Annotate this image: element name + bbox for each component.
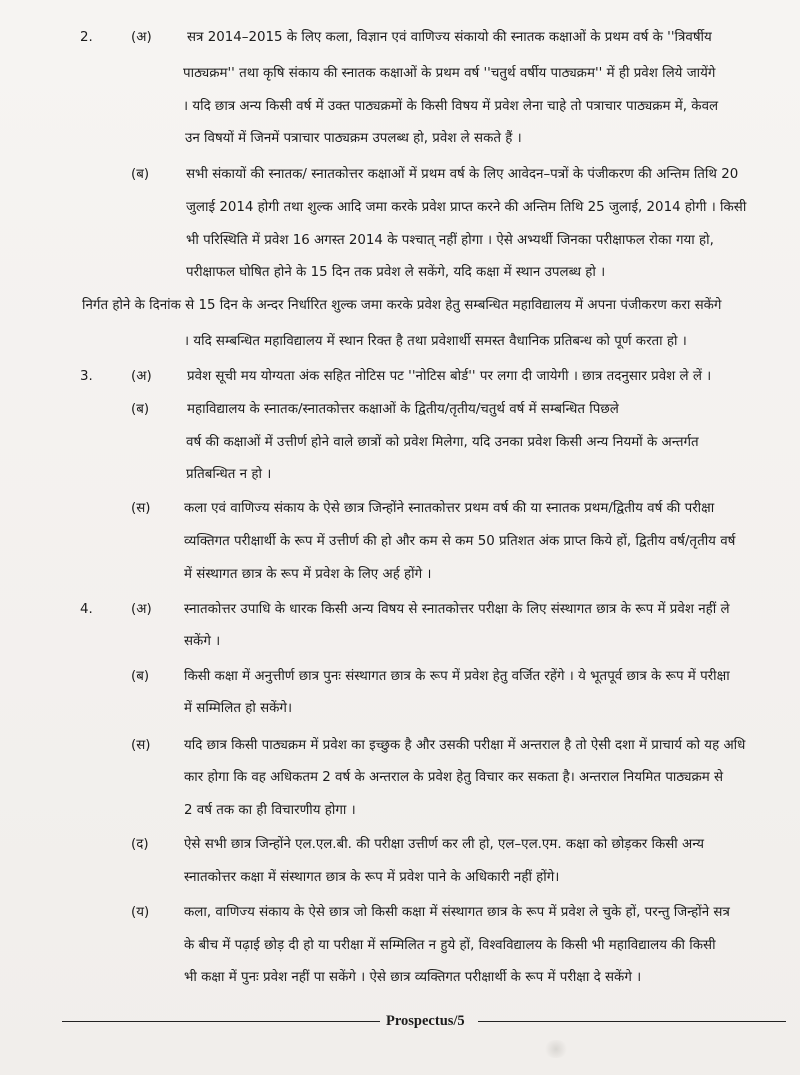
text-line: स्नातकोत्तर कक्षा में संस्थागत छात्र के रूप में प्रवेश पाने के अधिकारी नहीं होंगे। (184, 870, 560, 885)
text-line: वर्ष की कक्षाओं में उत्तीर्ण होने वाले छात्रों को प्रवेश मिलेगा, यदि उनका प्रवेश किसी अन्य नियमों के अन्तर्गत (186, 435, 699, 450)
text-line: उन विषयों में जिनमें पत्राचार पाठ्यक्रम उपलब्ध हो, प्रवेश ले सकते हैं । (185, 131, 522, 146)
item-number: 2. (80, 30, 93, 45)
item-marker: (ब) (131, 402, 150, 417)
text-line: 2 वर्ष तक का ही विचारणीय होगा । (184, 803, 356, 818)
text-line: प्रतिबन्धित न हो । (186, 467, 272, 482)
text-line: के बीच में पढ़ाई छोड़ दी हो या परीक्षा में सम्मिलित न हुये हों, विश्वविद्यालय के किसी भी महाविद्यालय की किसी (184, 938, 716, 953)
text-line: सत्र 2014–2015 के लिए कला, विज्ञान एवं वाणिज्य संकायो की स्नातक कक्षाओं के प्रथम वर्ष के ''त्रिवर्षीय (187, 30, 712, 45)
item-marker: (य) (131, 905, 150, 920)
text-line: परीक्षाफल घोषित होने के 15 दिन तक प्रवेश ले सकेंगे, यदि कक्षा में स्थान उपलब्ध हो । (186, 265, 606, 280)
item-marker: (स) (131, 501, 151, 516)
item-marker: (ब) (131, 167, 150, 182)
text-line: । यदि छात्र अन्य किसी वर्ष में उक्त पाठ्यक्रमों के किसी विषय में प्रवेश लेना चाहे तो पत्राचार पाठ्यक्रम में, केवल (183, 99, 719, 114)
text-line: निर्गत होने के दिनांक से 15 दिन के अन्दर निर्धारित शुल्क जमा करके प्रवेश हेतु सम्बन्धित महाविद्यालय में अपना पंजीकरण करा सकेंगे (82, 298, 722, 313)
item-marker: (अ) (131, 369, 152, 384)
item-marker: (स) (131, 738, 151, 753)
text-line: में सम्मिलित हो सकेंगे। (184, 701, 293, 716)
text-line: सकेंगे । (184, 634, 221, 649)
text-line: ऐसे सभी छात्र जिन्होंने एल.एल.बी. की परीक्षा उत्तीर्ण कर ली हो, एल–एल.एम. कक्षा को छोड़कर किसी अन्य (184, 837, 704, 852)
text-line: जुलाई 2014 होगी तथा शुल्क आदि जमा करके प्रवेश प्राप्त करने की अन्तिम तिथि 25 जुलाई, 2014 होगी । किसी (186, 200, 747, 215)
text-line: भी कक्षा में पुनः प्रवेश नहीं पा सकेंगे । ऐसे छात्र व्यक्तिगत परीक्षार्थी के रूप में परीक्षा दे सकेंगे । (184, 970, 642, 985)
footer-rule-left (62, 1021, 380, 1022)
text-line: स्नातकोत्तर उपाधि के धारक किसी अन्य विषय से स्नातकोत्तर परीक्षा के लिए संस्थागत छात्र के रूप में प्रवेश नहीं ले (184, 602, 730, 617)
text-line: में संस्थागत छात्र के रूप में प्रवेश के लिए अर्ह होंगे । (184, 567, 432, 582)
text-line: व्यक्तिगत परीक्षार्थी के रूप में उत्तीर्ण की हो और कम से कम 50 प्रतिशत अंक प्राप्त किये हों, द्वितीय वर्ष/तृतीय वर्ष (184, 534, 736, 549)
text-line: प्रवेश सूची मय योग्यता अंक सहित नोटिस पट ''नोटिस बोर्ड'' पर लगा दी जायेगी । छात्र तदनुसार प्रवेश ले लें । (187, 369, 712, 384)
text-line: यदि छात्र किसी पाठ्यक्रम में प्रवेश का इच्छुक है और उसकी परीक्षा में अन्तराल है तो ऐसी दशा में प्राचार्य को यह अधि (184, 738, 746, 753)
item-marker: (अ) (131, 602, 152, 617)
item-marker: (अ) (131, 30, 152, 45)
text-line: कला एवं वाणिज्य संकाय के ऐसे छात्र जिन्होंने स्नातकोत्तर प्रथम वर्ष की या स्नातक प्रथम/द्वितीय वर्ष की परीक्षा (184, 501, 715, 516)
text-line: पाठ्यक्रम'' तथा कृषि संकाय की स्नातक कक्षाओं के प्रथम वर्ष ''चतुर्थ वर्षीय पाठ्यक्रम'' में ही प्रवेश लिये जायेंगे (183, 66, 716, 81)
text-line: । यदि सम्बन्धित महाविद्यालय में स्थान रिक्त है तथा प्रवेशार्थी समस्त वैधानिक प्रतिबन्ध को पूर्ण करता हो । (184, 334, 687, 349)
text-line: महाविद्यालय के स्नातक/स्नातकोत्तर कक्षाओं के द्वितीय/तृतीय/चतुर्थ वर्ष में सम्बन्धित पिछले (187, 402, 619, 417)
item-number: 3. (80, 369, 93, 384)
text-line: कार होगा कि वह अधिकतम 2 वर्ष के अन्तराल के प्रवेश हेतु विचार कर सकता है। अन्तराल नियमित पाठ्यक्रम से (184, 770, 724, 785)
text-line: भी परिस्थिति में प्रवेश 16 अगस्त 2014 के पश्चात् नहीं होगा । ऐसे अभ्यर्थी जिनका परीक्षाफल रोका गया हो, (186, 233, 714, 248)
text-line: सभी संकायों की स्नातक/ स्नातकोत्तर कक्षाओं में प्रथम वर्ष के लिए आवेदन–पत्रों के पंजीकरण की अन्तिम तिथि 20 (186, 167, 739, 182)
text-line: किसी कक्षा में अनुत्तीर्ण छात्र पुनः संस्थागत छात्र के रूप में प्रवेश हेतु वर्जित रहेंगे । ये भूतपूर्व छात्र के रूप में परीक्षा (184, 669, 730, 684)
page-footer: Prospectus/5 (386, 1013, 465, 1029)
footer-rule-right (478, 1021, 786, 1022)
paper-smudge (543, 1040, 569, 1058)
item-marker: (द) (131, 837, 149, 852)
text-line: कला, वाणिज्य संकाय के ऐसे छात्र जो किसी कक्षा में संस्थागत छात्र के रूप में प्रवेश ले चुके हों, परन्तु जिन्होंने सत्र (184, 905, 730, 920)
item-marker: (ब) (131, 669, 150, 684)
item-number: 4. (80, 602, 93, 617)
